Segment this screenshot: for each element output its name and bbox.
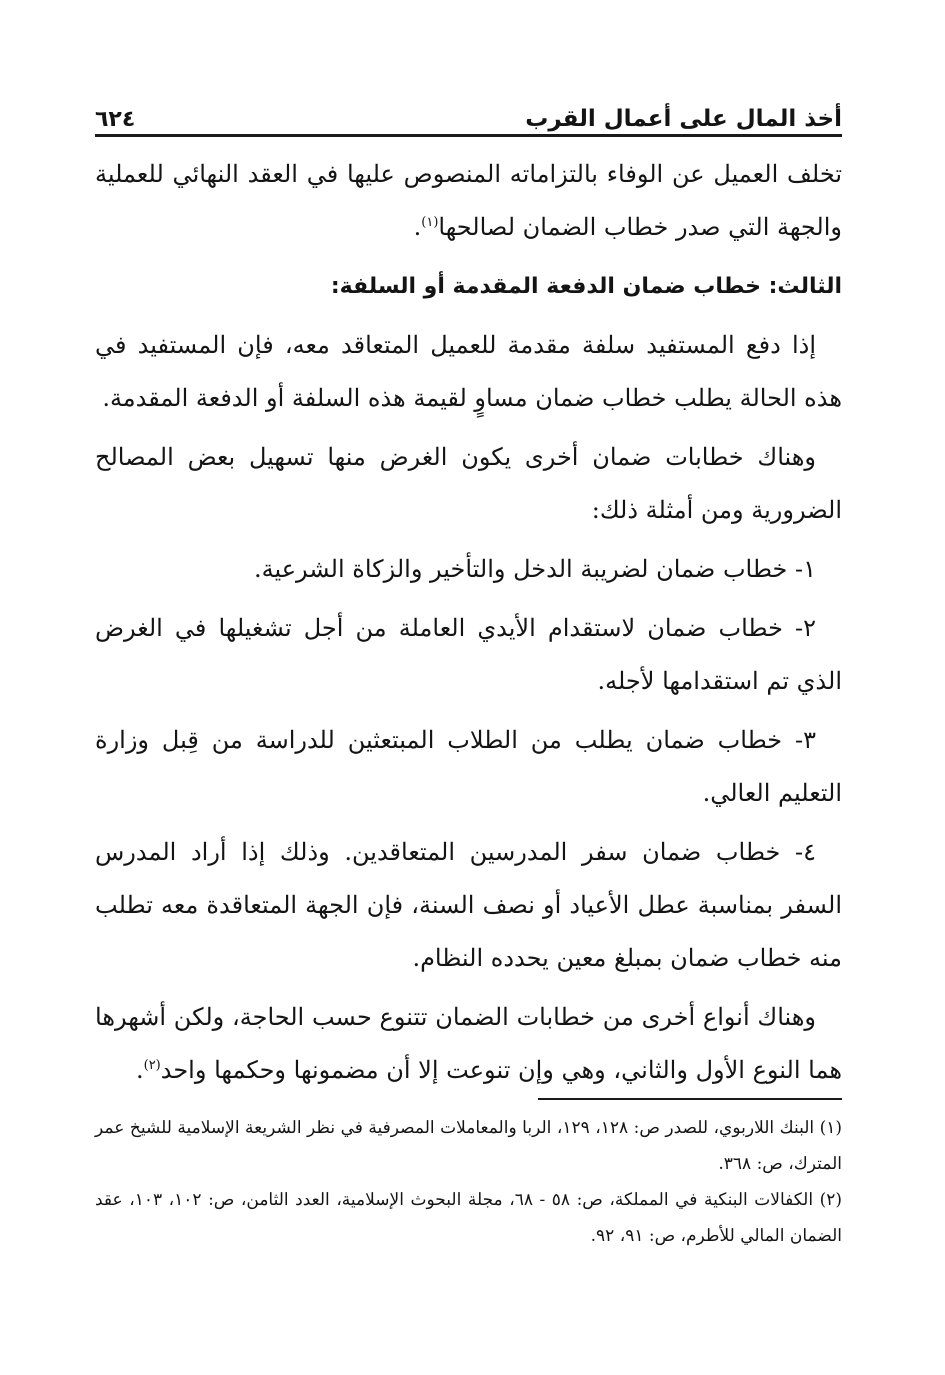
paragraph-4-end: .	[135, 1056, 144, 1084]
running-title: أخذ المال على أعمال القرب	[525, 106, 842, 132]
paragraph-3: وهناك خطابات ضمان أخرى يكون الغرض منها تسهيل بعض المصالح الضرورية ومن أمثلة ذلك:	[95, 443, 842, 524]
page-number: ٦٢٤	[95, 107, 136, 132]
footnote-2: (٢) الكفالات البنكية في المملكة، ص: ٥٨ - ٦٨، مجلة البحوث الإسلامية، العدد الثامن، ص: ١٠٢، ١٠٣، عقد الضمان المالي للأطرم، ص: ٩١، ٩٢.	[95, 1190, 843, 1246]
list-item-4: ٤- خطاب ضمان سفر المدرسين المتعاقدين. وذلك إذا أراد المدرس السفر بمناسبة عطل الأعياد أو نصف السنة، فإن الجهة المتعاقدة معه تطلب منه خطاب ضمان بمبلغ معين يحدده النظام.	[95, 838, 842, 972]
footnote-ref-1: (١)	[421, 215, 439, 230]
paragraph-1	[95, 148, 842, 254]
footnote-1: (١) البنك اللاربوي، للصدر ص: ١٢٨، ١٢٩، الربا والمعاملات المصرفية في نظر الشريعة الإسلامية للشيخ عمر المترك، ص: ٣٦٨.	[95, 1118, 843, 1174]
list-item-3: ٣- خطاب ضمان يطلب من الطلاب المبتعثين للدراسة من قِبل وزارة التعليم العالي.	[95, 726, 842, 807]
paragraph-1-text: تخلف العميل عن الوفاء بالتزاماته المنصوص عليها في العقد النهائي للعملية والجهة التي صدر خطاب الضمان لصالحها	[95, 160, 842, 241]
footnotes	[95, 1110, 842, 1254]
list-item-2: ٢- خطاب ضمان لاستقدام الأيدي العاملة من أجل تشغيلها في الغرض الذي تم استقدامها لأجله.	[95, 614, 842, 695]
footnote-rule	[538, 1098, 842, 1100]
paragraph-4-text: وهناك أنواع أخرى من خطابات الضمان تتنوع حسب الحاجة، ولكن أشهرها هما النوع الأول والثاني، وهي وإن تنوعت إلا أن مضمونها وحكمها واحد	[95, 1003, 842, 1084]
body-text	[95, 148, 842, 1103]
section-heading: الثالث: خطاب ضمان الدفعة المقدمة أو السلفة:	[330, 274, 842, 299]
footnote-ref-2: (٢)	[143, 1058, 161, 1073]
paragraph-2: إذا دفع المستفيد سلفة مقدمة للعميل المتعاقد معه، فإن المستفيد في هذه الحالة يطلب خطاب ضمان مساوٍ لقيمة هذه السلفة أو الدفعة المقدمة.	[95, 331, 842, 412]
paragraph-4	[95, 991, 842, 1097]
page-header	[95, 88, 842, 132]
list-item-1: ١- خطاب ضمان لضريبة الدخل والتأخير والزكاة الشرعية.	[253, 555, 816, 583]
paragraph-1-end: .	[413, 213, 422, 241]
header-rule	[95, 134, 842, 137]
